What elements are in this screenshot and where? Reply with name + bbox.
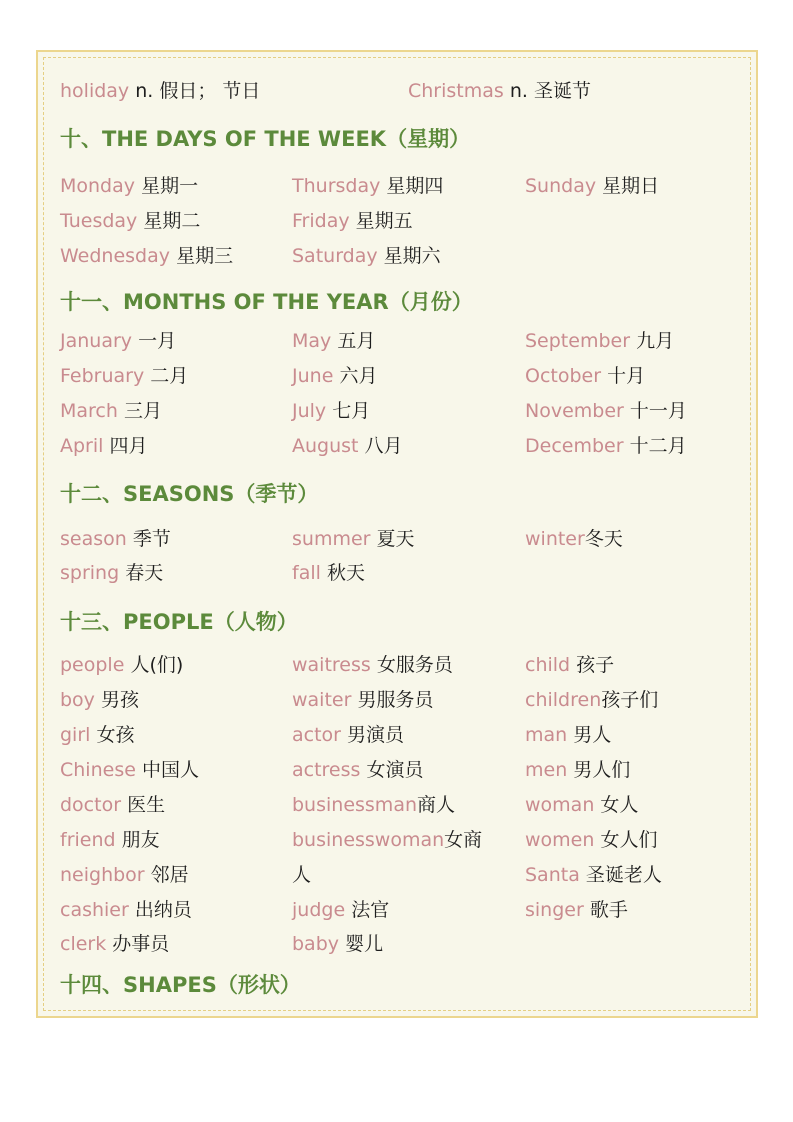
- chinese-meaning: 秋天: [326, 562, 365, 584]
- english-word: women: [525, 829, 595, 851]
- vocab-entry: [60, 559, 163, 587]
- chinese-meaning: 七月: [332, 400, 371, 422]
- chinese-meaning: n. 圣诞节: [509, 80, 591, 102]
- english-word: people: [60, 654, 125, 676]
- chinese-meaning: 星期二: [143, 210, 201, 232]
- english-word: neighbor: [60, 864, 145, 886]
- chinese-meaning: 三月: [123, 400, 162, 422]
- chinese-meaning: 八月: [364, 435, 403, 457]
- chinese-meaning: 冬天: [584, 528, 623, 550]
- chinese-meaning: 男服务员: [357, 689, 434, 711]
- chinese-meaning: 女演员: [366, 759, 424, 781]
- english-word: winter: [525, 528, 585, 550]
- english-word: Monday: [60, 175, 136, 197]
- english-word: January: [60, 330, 133, 352]
- vocab-entry: [60, 896, 192, 924]
- vocab-entry: [60, 826, 160, 854]
- english-word: Tuesday: [60, 210, 138, 232]
- vocab-entry: [292, 242, 441, 270]
- chinese-meaning: 男人们: [573, 759, 631, 781]
- chinese-meaning: 人: [292, 864, 312, 886]
- chinese-meaning: 十月: [607, 365, 646, 387]
- english-word: children: [525, 689, 602, 711]
- chinese-meaning: 星期一: [141, 175, 199, 197]
- vocab-entry: [60, 432, 148, 460]
- english-word: girl: [60, 724, 91, 746]
- vocab-entry: [60, 686, 139, 714]
- chinese-meaning: 四月: [109, 435, 148, 457]
- english-word: friend: [60, 829, 116, 851]
- english-word: season: [60, 528, 127, 550]
- vocab-entry: [60, 362, 188, 390]
- chinese-meaning: 办事员: [112, 933, 170, 955]
- chinese-meaning: 男孩: [100, 689, 139, 711]
- vocab-entry: [60, 327, 176, 355]
- english-word: spring: [60, 562, 120, 584]
- vocab-entry: [408, 77, 591, 105]
- english-word: fall: [292, 562, 321, 584]
- vocab-entry: [60, 756, 199, 784]
- vocab-entry: [292, 172, 443, 200]
- vocab-entry: [292, 826, 482, 854]
- english-word: September: [525, 330, 631, 352]
- chinese-meaning: 孩子: [576, 654, 615, 676]
- chinese-meaning: 出纳员: [134, 899, 192, 921]
- english-word: Saturday: [292, 245, 378, 267]
- vocab-entry: [525, 362, 645, 390]
- english-word: singer: [525, 899, 584, 921]
- vocab-entry: [60, 721, 135, 749]
- chinese-meaning: 中国人: [141, 759, 199, 781]
- chinese-meaning: 孩子们: [601, 689, 659, 711]
- english-word: July: [292, 400, 327, 422]
- english-word: April: [60, 435, 104, 457]
- english-word: February: [60, 365, 145, 387]
- chinese-meaning: 女人们: [600, 829, 658, 851]
- chinese-meaning: 二月: [150, 365, 189, 387]
- chinese-meaning: 男人: [573, 724, 612, 746]
- english-word: Christmas: [408, 80, 504, 102]
- chinese-meaning: 星期六: [383, 245, 441, 267]
- english-word: Friday: [292, 210, 350, 232]
- english-word: Thursday: [292, 175, 381, 197]
- section-heading-days: 十、THE DAYS OF THE WEEK（星期）: [60, 127, 471, 151]
- vocab-entry: [292, 327, 375, 355]
- english-word: waiter: [292, 689, 352, 711]
- english-word: doctor: [60, 794, 122, 816]
- chinese-meaning: 十二月: [629, 435, 687, 457]
- section-heading-seasons: 十二、SEASONS（季节）: [60, 482, 319, 506]
- vocab-entry: [60, 525, 171, 553]
- vocab-entry: [292, 861, 311, 889]
- vocab-entry: [292, 930, 383, 958]
- vocab-entry: [292, 362, 377, 390]
- chinese-meaning: 人(们): [130, 654, 184, 676]
- vocab-entry: [292, 721, 404, 749]
- vocab-entry: [60, 207, 200, 235]
- chinese-meaning: 邻居: [150, 864, 189, 886]
- english-word: man: [525, 724, 568, 746]
- vocab-entry: [525, 686, 658, 714]
- chinese-meaning: 圣诞老人: [585, 864, 662, 886]
- chinese-meaning: 婴儿: [345, 933, 384, 955]
- vocab-entry: [292, 896, 389, 924]
- vocab-entry: [60, 791, 165, 819]
- vocab-entry: [60, 172, 198, 200]
- vocab-entry: [525, 432, 687, 460]
- vocab-entry: [525, 896, 628, 924]
- chinese-meaning: 女人: [600, 794, 639, 816]
- vocab-entry: [60, 861, 189, 889]
- chinese-meaning: 女孩: [96, 724, 135, 746]
- english-word: Santa: [525, 864, 580, 886]
- chinese-meaning: 歌手: [589, 899, 628, 921]
- vocab-entry: [525, 397, 687, 425]
- vocab-entry: [292, 651, 453, 679]
- chinese-meaning: 医生: [127, 794, 166, 816]
- chinese-meaning: 十一月: [629, 400, 687, 422]
- chinese-meaning: 法官: [351, 899, 390, 921]
- english-word: woman: [525, 794, 595, 816]
- english-word: December: [525, 435, 624, 457]
- english-word: businessman: [292, 794, 418, 816]
- vocab-entry: [292, 207, 413, 235]
- chinese-meaning: 星期日: [602, 175, 660, 197]
- vocab-entry: [525, 861, 662, 889]
- vocab-entry: [292, 525, 415, 553]
- english-word: actress: [292, 759, 361, 781]
- english-word: judge: [292, 899, 346, 921]
- english-word: holiday: [60, 80, 130, 102]
- vocab-entry: [292, 756, 423, 784]
- chinese-meaning: 女服务员: [376, 654, 453, 676]
- chinese-meaning: 女商: [444, 829, 483, 851]
- chinese-meaning: 星期三: [176, 245, 234, 267]
- chinese-meaning: 一月: [138, 330, 177, 352]
- section-heading-shapes: 十四、SHAPES（形状）: [60, 973, 301, 997]
- chinese-meaning: 夏天: [376, 528, 415, 550]
- english-word: waitress: [292, 654, 371, 676]
- english-word: men: [525, 759, 568, 781]
- vocab-entry: [525, 756, 630, 784]
- english-word: Chinese: [60, 759, 136, 781]
- english-word: Sunday: [525, 175, 597, 197]
- vocab-entry: [525, 525, 623, 553]
- english-word: October: [525, 365, 602, 387]
- vocab-entry: [60, 651, 183, 679]
- chinese-meaning: 季节: [132, 528, 171, 550]
- chinese-meaning: 六月: [339, 365, 378, 387]
- english-word: November: [525, 400, 624, 422]
- chinese-meaning: 商人: [417, 794, 456, 816]
- english-word: clerk: [60, 933, 107, 955]
- vocab-entry: [292, 397, 370, 425]
- english-word: baby: [292, 933, 340, 955]
- vocab-entry: [60, 930, 169, 958]
- vocab-entry: [525, 791, 638, 819]
- chinese-meaning: 星期五: [355, 210, 413, 232]
- english-word: March: [60, 400, 118, 422]
- section-heading-people: 十三、PEOPLE（人物）: [60, 610, 298, 634]
- vocab-entry: [60, 77, 260, 105]
- vocab-entry: [525, 826, 657, 854]
- english-word: summer: [292, 528, 371, 550]
- english-word: businesswoman: [292, 829, 445, 851]
- english-word: child: [525, 654, 571, 676]
- vocab-entry: [60, 397, 162, 425]
- vocab-entry: [60, 242, 233, 270]
- english-word: cashier: [60, 899, 129, 921]
- vocab-entry: [292, 686, 433, 714]
- english-word: May: [292, 330, 332, 352]
- vocab-entry: [525, 172, 659, 200]
- chinese-meaning: 九月: [636, 330, 675, 352]
- vocab-entry: [292, 432, 403, 460]
- english-word: August: [292, 435, 359, 457]
- english-word: boy: [60, 689, 95, 711]
- vocab-entry: [525, 327, 674, 355]
- chinese-meaning: n. 假日； 节日: [135, 80, 261, 102]
- english-word: June: [292, 365, 334, 387]
- chinese-meaning: 男演员: [347, 724, 405, 746]
- vocab-entry: [292, 791, 455, 819]
- chinese-meaning: 春天: [125, 562, 164, 584]
- chinese-meaning: 朋友: [121, 829, 160, 851]
- english-word: actor: [292, 724, 341, 746]
- chinese-meaning: 星期四: [386, 175, 444, 197]
- vocab-entry: [525, 721, 611, 749]
- section-heading-months: 十一、MONTHS OF THE YEAR（月份）: [60, 290, 473, 314]
- chinese-meaning: 五月: [337, 330, 376, 352]
- vocab-entry: [292, 559, 365, 587]
- english-word: Wednesday: [60, 245, 171, 267]
- vocab-entry: [525, 651, 614, 679]
